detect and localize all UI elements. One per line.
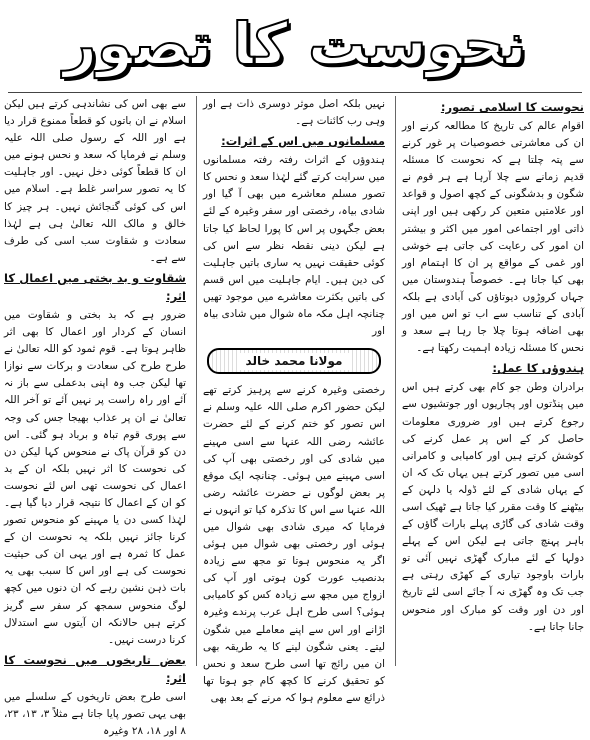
title-band: [0, 0, 590, 88]
section-heading: ہندوؤں کا عمل:: [492, 361, 584, 376]
paragraph: رخصتی وغیرہ کرنے سے پرہیز کرتے تھے لیکن حضور اکرم صلی اللہ علیہ وسلم نے اس تصور کو ختم کرنے کے لئے حضرت عائشہ رضی اللہ عنہا سے اسی مہینے میں شادی کی اور رخصتی بھی آپ کی اسی مہینے میں ہوئی۔ چنانچہ ایک موقع پر بعض لوگوں نے حضرت عائشہ رضی اللہ عنہا سے اس کا تذکرہ کیا تو انہوں نے فرمایا کہ میری شادی بھی شوال میں ہوئی اور رخصتی بھی شوال میں ہوئی اگر یہ منحوس ہوتا تو مجھ سے زیادہ بدنصیب عورت کون ہوتی اور آپ کی ازواج میں مجھ سے زیادہ کس کو کامیابی ہوئی؟ اسی طرح اہل عرب پرندے وغیرہ اڑانے اور اس سے اپنے معاملے میں شگون لیتے۔ یعنی شگون لینے کا یہ طریقہ بھی ان میں رائج تھا اسی طرح سعد و نحس کو تحقیق کرنے کا کچھ کام جو ہوتا تھا ذرائع سے معلوم ہوا کہ مرنے کے بعد بھی: [203, 384, 385, 704]
column-right: [402, 96, 584, 666]
paragraph: اقوام عالم کی تاریخ کا مطالعہ کرنے اور ان کی معاشرتی خصوصیات پر غور کرنے سے پتہ چلتا ہے کہ نحوست کا مسئلہ قدیم زمانے سے چلا آرہا ہے ہر قوم نے شگون و بدشگونی کے کچھ اصول و قواعد اور علامتیں متعین کر رکھی ہیں اور اپنی ذاتی اور اجتماعی امور میں اکثر و بیشتر ان امور کی رعایت کی جاتی ہے خوشی اور غمی کے مواقع پر ان کا اہتمام اور بھی کیا جاتا ہے۔ خصوصاً ہندوستان میں جہاں کروڑوں دیوتاؤں کی آبادی ہے بلکہ آبادی کے تناسب سے اب تو اس میں اور بھی اضافہ ہوتا چلا جا رہا ہے سعد و نحس کا مسئلہ زیادہ اہمیت رکھتا ہے۔: [402, 120, 584, 355]
section-heading: مسلمانوں میں اس کے اثرات:: [221, 134, 385, 149]
byline-box: [207, 348, 381, 374]
paragraph: ضرور ہے کہ بد بختی و شقاوت میں انسان کے کردار اور اعمال کا بھی اثر ظاہر ہوتا ہے۔ قوم ثمود کو اللہ تعالیٰ نے طرح طرح کی سعادت و برکات سے نوازا تھا لیکن جب وہ اپنی بدعملی سے باز نہ آئے اور راہ راست پر نہیں آئے تو آخر اللہ تعالیٰ نے ان پر عذاب بھیجا جس کی وجہ سے پوری قوم تباہ و برباد ہو گئی۔ اس دن کو قرآن پاک نے منحوس کہا لیکن دن کی نحوست کا اثر نہیں بلکہ ان کے بد اعمال کی نحوست تھی اس لئے نحوست کو ان کے اعمال کا نتیجہ قرار دیا گیا ہے۔ لہٰذا کسی دن یا مہینے کو منحوس تصور کرنا جائز نہیں بلکہ یہ نحوست ان کے عمل کا ثمرہ ہے اور یہی ان کی حیثیت نحوست کی ہے اور اس کا سبب بھی یہ بات ذہن نشین رہے کہ ان دنوں میں کچھ لوگ منحوس سمجھ کر سفر سے گریز کرتے ہیں حالانکہ ان آیتوں سے استدلال کرنا درست نہیں۔: [4, 308, 186, 646]
column-left: [4, 96, 186, 737]
paragraph: ہندوؤں کے اثرات رفتہ رفتہ مسلمانوں میں سرایت کرتے گئے لہٰذا سعد و نحس کا تصور مسلم معاشرے میں بھی آ گیا اور شادی بیاہ، رخصتی اور سفر وغیرہ کے لئے بعض جگہوں پر اس کا پورا لحاظ کیا جاتا ہے لیکن دینی نقطہ نظر سے اس کی کوئی حقیقت نہیں یہ ساری باتیں جاہلیت کی دین ہیں۔ ایام جاہلیت میں اس قسم کی باتیں بکثرت معاشرے میں موجود تھیں چنانچہ اہل مکہ ماہ شوال میں شادی بیاہ اور: [203, 154, 385, 338]
section-heading: شقاوت و بد بختی میں اعمال کا اثر:: [4, 270, 186, 303]
paragraph: نہیں بلکہ اصل موثر دوسری ذات ہے اور وہی رب کائنات ہے۔: [203, 98, 385, 128]
column-divider: [196, 96, 197, 666]
section-heading: بعض تاریخوں میں نحوست کا اثر:: [4, 652, 186, 685]
column-divider: [395, 96, 396, 666]
section-heading: نحوست کا اسلامی تصور:: [440, 100, 584, 114]
author-byline: مولانا محمد خالد: [238, 353, 351, 370]
paragraph: اسی طرح بعض تاریخوں کے سلسلے میں بھی یہی تصور پایا جاتا ہے مثلاً ۳، ۱۳، ۲۳، ۸ اور ۱۸، ۲۸ وغیرہ: [4, 690, 186, 737]
title-divider: [8, 92, 582, 93]
paragraph: برادران وطن جو کام بھی کرتے ہیں اس میں پنڈتوں اور پجاریوں اور جوتشیوں سے رجوع کرتے ہیں اور ضروری معلومات حاصل کر کے اس پر عمل کرنے کی کوشش کرتے ہیں اور کامیابی و کامرانی اسی میں تصور کرتے ہیں یہاں تک کہ ان کے یہاں شادی کے لئے ڈولہ یا دلہن کے بیٹھنے کا وقت مقرر کیا جاتا ہے ٹھیک اسی وقت شادی کی گاڑی پہلے بارات گاؤں کے باہر پہنچ جاتی ہے لیکن اس کے پہلے دولہا کے لئے مبارک گھڑی نہیں آئی تو بارات باوجود تیاری کے کھڑی رہتی ہے جب تک وہ گھڑی نہ آ جائے اسی لئے تاریخ اور دن اور وقت کو مبارک اور منحوس جانا جاتا ہے۔: [402, 381, 584, 633]
column-middle: [203, 96, 385, 704]
article-title: نحوست کا تصور: [63, 10, 527, 78]
paragraph: سے بھی اس کی نشاندہی کرتے ہیں لیکن اسلام نے ان باتوں کو قطعاً ممنوع قرار دیا ہے اور اللہ کے رسول صلی اللہ علیہ وسلم نے فرمایا کہ سعد و نحس ہونے میں ان کا قطعاً کوئی دخل نہیں۔ اور جاہلیت کا یہ تصور سراسر غلط ہے۔ اسلام میں اس کی کوئی گنجائش نہیں۔ ہر چیز کا خالق و مالک اللہ تعالیٰ ہی ہے لہٰذا سعادت و شقاوت سب اسی کی طرف سے ہے۔: [4, 98, 186, 264]
